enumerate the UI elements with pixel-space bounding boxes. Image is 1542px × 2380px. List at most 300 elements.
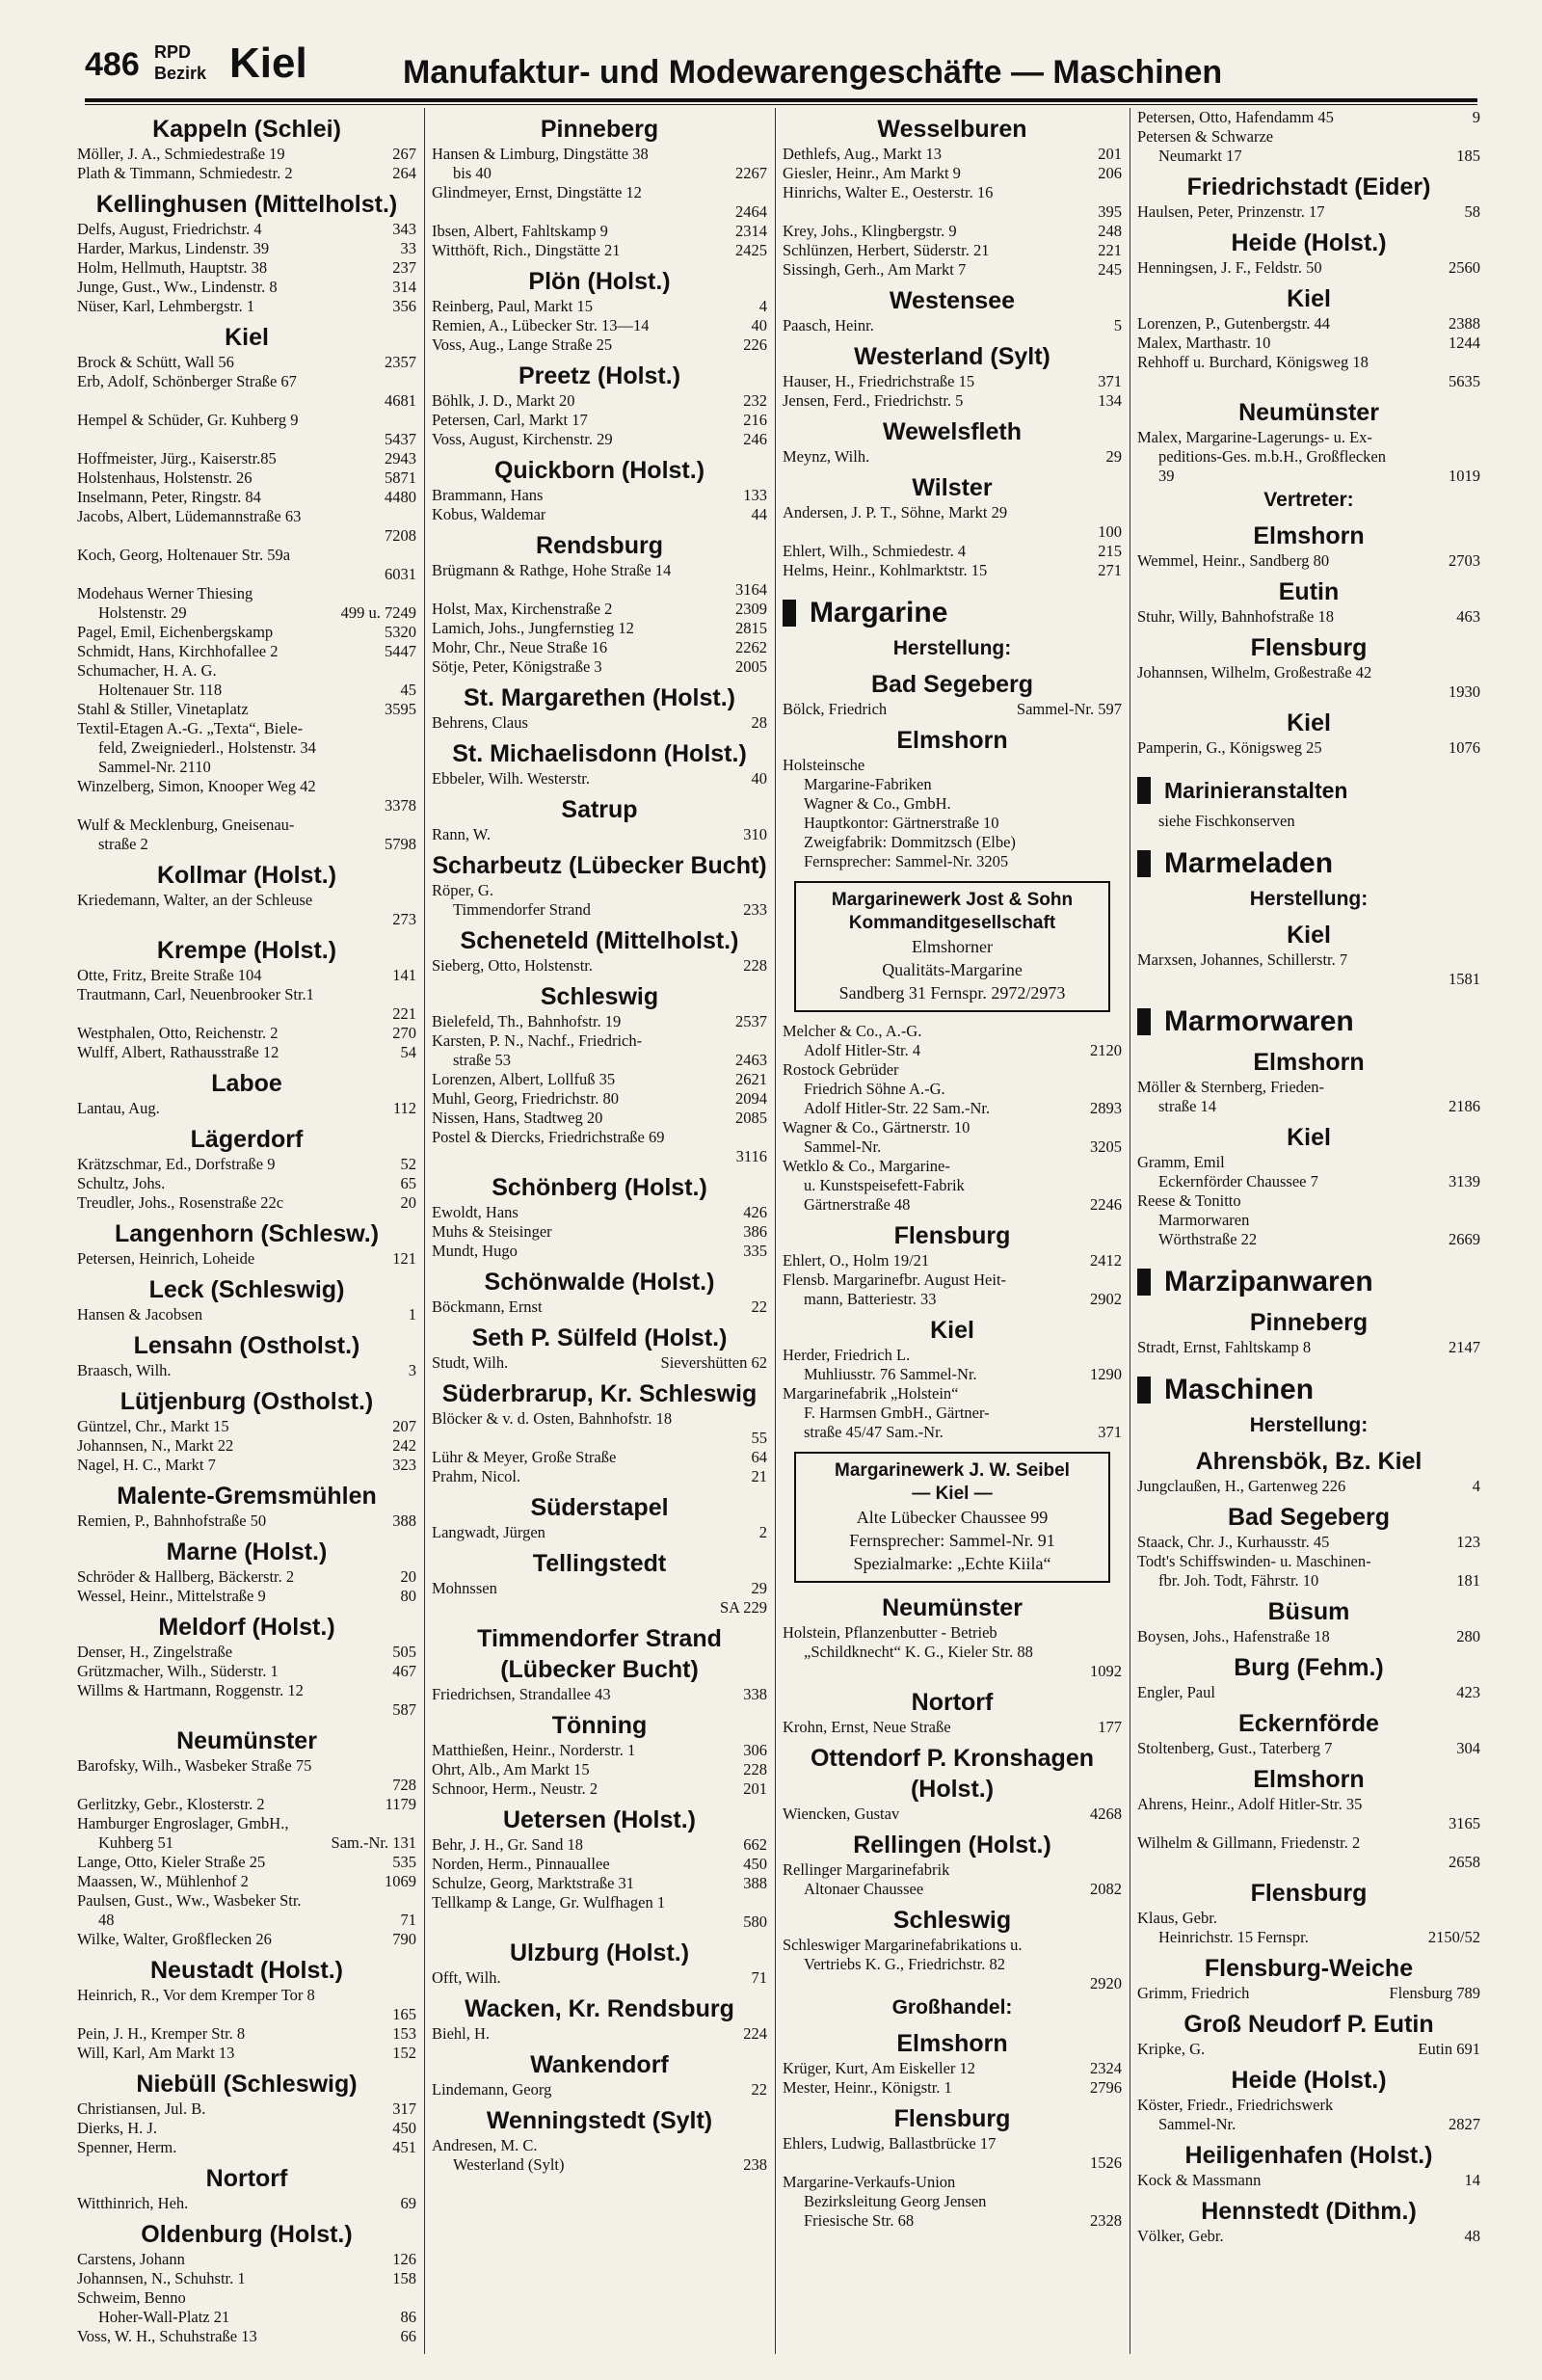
list-item-continuation [783, 852, 1122, 871]
entry-name: Stuhr, Willy, Bahnhofstraße 18 [1137, 607, 1334, 626]
entry-name: Böhlk, J. D., Markt 20 [432, 391, 575, 410]
entry-number: 310 [743, 825, 767, 843]
place-heading: Kiel [930, 1317, 974, 1344]
list-item [783, 2173, 1122, 2192]
advertisement-line: Sandberg 31 Fernspr. 2972/2973 [838, 983, 1066, 1003]
entry-name: Langwadt, Jürgen [432, 1523, 545, 1541]
entry-name: Petersen, Heinrich, Loheide [77, 1249, 255, 1268]
list-item [77, 1567, 416, 1587]
entry-name: Johannsen, N., Schuhstr. 1 [77, 2269, 246, 2287]
place-heading: Ulzburg (Holst.) [509, 1939, 690, 1966]
entry-name: Friedrichsen, Strandallee 43 [432, 1685, 611, 1703]
list-item-continuation [1137, 372, 1480, 391]
place-heading: Wenningstedt (Sylt) [486, 2107, 713, 2134]
list-item-continuation [77, 2308, 416, 2327]
entry-name: Grimm, Friedrich [1137, 1984, 1250, 2002]
entry-number [1116, 1157, 1122, 1176]
entry-name: Ehlers, Ludwig, Ballastbrücke 17 [783, 2134, 997, 2153]
list-item [77, 353, 416, 372]
entry-name: Petersen, Carl, Markt 17 [432, 411, 588, 429]
place-heading: Pinneberg [1249, 1309, 1369, 1336]
list-item [783, 561, 1122, 580]
entry-number: 5437 [385, 430, 416, 448]
list-item [77, 623, 416, 642]
list-item [77, 1986, 416, 2005]
entry-name: Güntzel, Chr., Markt 15 [77, 1417, 229, 1435]
place-heading: Nortorf [911, 1689, 994, 1716]
list-item [432, 1409, 767, 1429]
entry-number [1116, 2134, 1122, 2153]
entry-name: Behr, J. H., Gr. Sand 18 [432, 1835, 583, 1854]
entry-name: Rehhoff u. Burchard, Königsweg 18 [1137, 353, 1369, 371]
entry-name: Wagner & Co., GmbH. [804, 794, 951, 813]
entry-number: 5447 [385, 642, 416, 660]
entry-number [761, 145, 767, 164]
list-item [432, 600, 767, 619]
list-item [432, 1128, 767, 1147]
list-item [77, 507, 416, 526]
entry-number: 423 [1456, 1683, 1480, 1701]
entry-number: 2464 [735, 202, 767, 221]
list-item [432, 1741, 767, 1760]
list-item [432, 411, 767, 430]
place-heading: Kappeln (Schlei) [152, 116, 341, 143]
list-item [783, 372, 1122, 391]
list-item [77, 297, 416, 316]
list-item [77, 1756, 416, 1776]
section-marker-icon [783, 600, 796, 627]
entry-number: 207 [392, 1417, 416, 1435]
entry-name: Grützmacher, Wilh., Süderstr. 1 [77, 1662, 279, 1680]
entry-number: 371 [1098, 372, 1122, 390]
entry-name: Sissingh, Gerh., Am Markt 7 [783, 260, 967, 279]
entry-name: Remien, P., Bahnhofstraße 50 [77, 1511, 267, 1530]
entry-number: 1019 [1449, 467, 1480, 485]
place-heading: Malente-Gremsmühlen [117, 1483, 377, 1510]
entry-number: 2082 [1090, 1880, 1122, 1898]
entry-name: Willms & Hartmann, Roggenstr. 12 [77, 1681, 304, 1699]
entry-name: Neumarkt 17 [1158, 147, 1242, 165]
list-item [77, 891, 416, 910]
entry-name: Plath & Timmann, Schmiedestr. 2 [77, 164, 293, 182]
entry-number: 2 [758, 1523, 767, 1541]
entry-name: Voss, W. H., Schuhstraße 13 [77, 2327, 257, 2345]
list-item [1137, 1533, 1480, 1552]
entry-number: 29 [751, 1579, 767, 1597]
list-item [783, 1936, 1122, 1955]
place-heading: Quickborn (Holst.) [493, 457, 705, 484]
place-heading: Tellingstedt [532, 1550, 667, 1577]
list-item [77, 2194, 416, 2213]
entry-name: Wilhelm & Gillmann, Friedenstr. 2 [1137, 1833, 1361, 1852]
section-title: Maschinen [1164, 1374, 1315, 1405]
list-item-continuation [783, 1404, 1122, 1423]
entry-number: 2827 [1449, 2115, 1480, 2133]
list-item [77, 661, 416, 681]
place-heading: Leck (Schleswig) [148, 1276, 345, 1303]
entry-number [1475, 428, 1480, 447]
list-item [783, 756, 1122, 775]
entry-number: 5 [1113, 316, 1122, 334]
list-item-continuation [77, 1833, 416, 1853]
entry-name: feld, Zweigniederl., Holstenstr. 34 [98, 738, 316, 757]
subsection-heading: Vertreter: [1263, 489, 1354, 511]
list-item [432, 1297, 767, 1317]
entry-number [411, 1891, 416, 1911]
entry-number: 206 [1098, 164, 1122, 182]
entry-name: „Schildknecht“ K. G., Kieler Str. 88 [804, 1643, 1033, 1661]
list-item [432, 1353, 767, 1373]
place-heading: Bad Segeberg [870, 671, 1034, 698]
list-item-continuation [783, 1099, 1122, 1118]
entry-number [411, 2288, 416, 2308]
entry-name: Studt, Wilh. [432, 1353, 509, 1372]
entry-number: 54 [400, 1043, 416, 1061]
list-item [1137, 551, 1480, 571]
list-item [432, 1448, 767, 1467]
list-item [77, 1681, 416, 1700]
entry-number: 2658 [1449, 1853, 1480, 1871]
entry-name: Treudler, Johs., Rosenstraße 22c [77, 1193, 284, 1212]
entry-number [761, 183, 767, 202]
entry-number [1116, 503, 1122, 522]
entry-name: Reese & Tonitto [1137, 1191, 1241, 1210]
entry-number: 535 [392, 1853, 416, 1871]
list-item [1137, 663, 1480, 682]
entry-number: 3165 [1449, 1814, 1480, 1832]
list-item [783, 542, 1122, 561]
place-heading: Satrup [561, 796, 638, 823]
place-heading: Scheneteld (Mittelholst.) [460, 927, 739, 954]
entry-name: straße 45/47 Sam.-Nr. [804, 1423, 944, 1441]
entry-number: 2815 [735, 619, 767, 637]
entry-name: Engler, Paul [1137, 1683, 1215, 1701]
list-item [1137, 607, 1480, 627]
entry-name: Wagner & Co., Gärtnerstr. 10 [783, 1118, 970, 1137]
entry-name: Möller, J. A., Schmiedestraße 19 [77, 145, 285, 163]
place-heading: Laboe [211, 1070, 282, 1097]
list-item-continuation [77, 391, 416, 411]
entry-name: Rann, W. [432, 825, 491, 843]
entry-number: 80 [400, 1587, 416, 1605]
entry-name: Jacobs, Albert, Lüdemannstraße 63 [77, 507, 302, 525]
entry-name: straße 2 [98, 835, 148, 853]
entry-name: Gerlitzky, Gebr., Klosterstr. 2 [77, 1795, 265, 1813]
entry-name: Biehl, H. [432, 2024, 491, 2043]
advertisement-line: Qualitäts-Margarine [882, 960, 1023, 979]
entry-name: Adolf Hitler-Str. 22 Sam.-Nr. [804, 1099, 991, 1117]
list-item-continuation [783, 202, 1122, 222]
list-item [783, 391, 1122, 411]
list-item [1137, 353, 1480, 372]
list-item-continuation [783, 2192, 1122, 2211]
list-item [77, 1417, 416, 1436]
entry-number: 123 [1456, 1533, 1480, 1551]
place-heading: Langenhorn (Schlesw.) [114, 1220, 380, 1247]
entry-name: Altonaer Chaussee [804, 1880, 924, 1898]
entry-name: Malex, Marthastr. 10 [1137, 334, 1271, 352]
entry-number: 246 [743, 430, 767, 448]
list-item [77, 372, 416, 391]
entry-number: 2357 [385, 353, 416, 371]
entry-name: Mohnssen [432, 1579, 497, 1597]
entry-number [411, 1814, 416, 1833]
list-item [783, 145, 1122, 164]
list-item [1137, 1833, 1480, 1853]
entry-name: u. Kunstspeisefett-Fabrik [804, 1176, 965, 1194]
entry-number: 158 [392, 2269, 416, 2287]
entry-number: 580 [743, 1912, 767, 1931]
place-heading: Timmendorfer Strand (Lübecker Bucht) [477, 1625, 722, 1683]
column-divider [775, 108, 776, 2354]
list-item [432, 241, 767, 260]
entry-name: Andresen, M. C. [432, 2136, 538, 2154]
entry-name: Carstens, Johann [77, 2250, 185, 2268]
list-item [432, 2024, 767, 2044]
list-item [432, 1109, 767, 1128]
place-heading: Neumünster [882, 1594, 1023, 1621]
place-heading: Ottendorf P. Kronshagen (Holst.) [810, 1745, 1094, 1803]
list-item [1137, 1477, 1480, 1496]
place-heading: Lütjenburg (Ostholst.) [120, 1388, 374, 1415]
list-item-continuation [783, 1955, 1122, 1974]
list-item [432, 486, 767, 505]
entry-number: 270 [392, 1024, 416, 1042]
entry-number: 245 [1098, 260, 1122, 279]
place-heading: Heiligenhafen (Holst.) [1184, 2142, 1433, 2169]
entry-number: 66 [400, 2327, 416, 2345]
entry-number: 728 [392, 1776, 416, 1794]
entry-number: 215 [1098, 542, 1122, 560]
entry-name: Brock & Schütt, Wall 56 [77, 353, 234, 371]
entry-name: Dierks, H. J. [77, 2119, 157, 2137]
entry-name: Nagel, H. C., Markt 7 [77, 1456, 216, 1474]
section-heading [1137, 1371, 1480, 1409]
list-item [432, 657, 767, 677]
list-item [77, 1436, 416, 1456]
entry-number: 1069 [385, 1872, 416, 1890]
entry-name: peditions-Ges. m.b.H., Großflecken [1158, 447, 1386, 466]
list-item-continuation [77, 835, 416, 854]
entry-number: 587 [392, 1700, 416, 1719]
list-item-continuation [1137, 467, 1480, 486]
entry-number: 4268 [1090, 1805, 1122, 1823]
advertisement-line: Alte Lübecker Chaussee 99 [856, 1508, 1049, 1527]
list-item-continuation [1137, 812, 1480, 831]
entry-name: Paulsen, Gust., Ww., Wasbeker Str. [77, 1891, 302, 1910]
entry-number: 177 [1098, 1718, 1122, 1736]
list-item [77, 488, 416, 507]
entry-name: Gärtnerstraße 48 [804, 1195, 911, 1214]
entry-name: Offt, Wilh. [432, 1968, 501, 1987]
entry-number [761, 1409, 767, 1429]
subsection-heading: Großhandel: [891, 1996, 1013, 2019]
list-item [77, 1361, 416, 1380]
entry-number [1116, 1060, 1122, 1080]
list-item [432, 825, 767, 844]
place-heading: Nortorf [205, 2165, 288, 2192]
place-heading: Rendsburg [536, 532, 663, 559]
list-item [432, 1070, 767, 1089]
entry-name: Paasch, Heinr. [783, 316, 874, 334]
list-item-continuation [783, 1137, 1122, 1157]
list-item [432, 222, 767, 241]
section-heading [1137, 1263, 1480, 1301]
entry-number [1475, 1153, 1480, 1172]
entry-number: 267 [392, 145, 416, 163]
entry-number: 2186 [1449, 1097, 1480, 1115]
entry-name: Schröder & Hallberg, Bäckerstr. 2 [77, 1567, 295, 1586]
entry-name: Marmorwaren [1158, 1211, 1250, 1229]
entry-number: 388 [392, 1511, 416, 1530]
entry-name: Petersen, Otto, Hafendamm 45 [1137, 108, 1334, 126]
entry-number: 22 [751, 1297, 767, 1316]
entry-number: 2412 [1090, 1251, 1122, 1270]
entry-name: Nissen, Hans, Stadtweg 20 [432, 1109, 603, 1127]
header-rule [85, 98, 1477, 102]
place-heading: Büsum [1267, 1598, 1350, 1625]
entry-name: Delfs, August, Friedrichstr. 4 [77, 220, 262, 238]
place-heading: Süderbrarup, Kr. Schleswig [441, 1380, 758, 1407]
entry-name: Helms, Heinr., Kohlmarktstr. 15 [783, 561, 988, 579]
place-heading: Preetz (Holst.) [518, 362, 681, 389]
entry-number: 14 [1464, 2171, 1480, 2189]
entry-name: Ewoldt, Hans [432, 1203, 518, 1221]
entry-name: Gramm, Emil [1137, 1153, 1225, 1171]
list-item-continuation [432, 202, 767, 222]
list-item-continuation [783, 1365, 1122, 1384]
entry-name: Wilke, Walter, Großflecken 26 [77, 1930, 272, 1948]
entry-name: Norden, Herm., Pinnauallee [432, 1855, 610, 1873]
entry-number: 58 [1464, 202, 1480, 221]
entry-name: Ibsen, Albert, Fahltskamp 9 [432, 222, 608, 240]
list-item-continuation [432, 164, 767, 183]
entry-number: 264 [392, 164, 416, 182]
entry-name: Blöcker & v. d. Osten, Bahnhofstr. 18 [432, 1409, 673, 1428]
entry-name: Matthießen, Heinr., Norderstr. 1 [432, 1741, 636, 1759]
entry-number [761, 1031, 767, 1051]
entry-name: Krüger, Kurt, Am Eiskeller 12 [783, 2059, 976, 2077]
entry-number: 317 [392, 2099, 416, 2118]
entry-number: 86 [400, 2308, 416, 2326]
list-item [432, 1968, 767, 1988]
entry-name: Andersen, J. P. T., Söhne, Markt 29 [783, 503, 1008, 521]
entry-name: Erb, Adolf, Schönberger Straße 67 [77, 372, 297, 390]
entry-number: 3116 [735, 1147, 767, 1165]
entry-name: Wemmel, Heinr., Sandberg 80 [1137, 551, 1330, 570]
list-item [77, 1662, 416, 1681]
list-item-continuation [783, 2153, 1122, 2173]
entry-number: 121 [392, 1249, 416, 1268]
list-item [77, 1853, 416, 1872]
list-item [1137, 2227, 1480, 2246]
entry-name: Johannsen, N., Markt 22 [77, 1436, 234, 1455]
entry-number: 29 [1105, 447, 1122, 466]
list-item-continuation [432, 1147, 767, 1166]
place-heading: Kiel [225, 324, 269, 351]
list-item [432, 1467, 767, 1486]
entry-number: 224 [743, 2024, 767, 2043]
section-marker-icon [1137, 1008, 1151, 1035]
column-divider [424, 108, 425, 2354]
entry-number: 323 [392, 1456, 416, 1474]
entry-name: Hamburger Engroslager, GmbH., [77, 1814, 289, 1832]
entry-name: Röper, G. [432, 881, 493, 899]
place-heading: Wankendorf [530, 2051, 669, 2078]
place-heading: Kollmar (Holst.) [156, 862, 337, 889]
list-item [77, 1099, 416, 1118]
place-heading: Tönning [551, 1712, 648, 1739]
entry-name: Ohrt, Alb., Am Markt 15 [432, 1760, 590, 1778]
entry-number: 112 [392, 1099, 416, 1117]
list-item [77, 468, 416, 488]
list-item-continuation [77, 1776, 416, 1795]
entry-number: 3164 [735, 580, 767, 599]
entry-name: Modehaus Werner Thiesing [77, 584, 253, 602]
entry-number: 21 [751, 1467, 767, 1485]
entry-name: Hoffmeister, Jürg., Kaiserstr.85 [77, 449, 277, 468]
entry-number [1116, 1022, 1122, 1041]
entry-number: 226 [743, 335, 767, 354]
list-item [77, 1587, 416, 1606]
entry-name: 48 [98, 1911, 115, 1929]
list-item [77, 2099, 416, 2119]
entry-number: 100 [1098, 522, 1122, 541]
entry-name: Hempel & Schüder, Gr. Kuhberg 9 [77, 411, 299, 429]
place-heading: Lensahn (Ostholst.) [133, 1332, 360, 1359]
list-item-continuation [1137, 1928, 1480, 1947]
place-heading: Schleswig [540, 983, 659, 1010]
list-item-continuation [783, 794, 1122, 814]
entry-number [1475, 1078, 1480, 1097]
entry-number [1475, 663, 1480, 682]
list-item [783, 222, 1122, 241]
list-item-continuation [783, 775, 1122, 794]
entry-number: 45 [400, 681, 416, 699]
entry-number [411, 661, 416, 681]
list-item-continuation [783, 1195, 1122, 1215]
entry-number: 20 [400, 1193, 416, 1212]
entry-number: 216 [743, 411, 767, 429]
entry-name: Ehlert, Wilh., Schmiedestr. 4 [783, 542, 967, 560]
entry-name: Malex, Margarine-Lagerungs- u. Ex- [1137, 428, 1372, 446]
entry-name: straße 53 [453, 1051, 512, 1069]
entry-name: Kock & Massmann [1137, 2171, 1262, 2189]
list-item-continuation [783, 1041, 1122, 1060]
list-item [1137, 127, 1480, 147]
list-item [1137, 1739, 1480, 1758]
place-heading: Burg (Fehm.) [1234, 1654, 1384, 1681]
entry-number: 7208 [385, 526, 416, 545]
entry-number: 2262 [735, 638, 767, 656]
entry-name: Staack, Chr. J., Kurhausstr. 45 [1137, 1533, 1330, 1551]
list-item-continuation [432, 1429, 767, 1448]
entry-name: Boysen, Johs., Hafenstraße 18 [1137, 1627, 1330, 1645]
entry-number: 1244 [1449, 334, 1480, 352]
list-item [1137, 428, 1480, 447]
list-item [77, 1456, 416, 1475]
entry-number: 3595 [385, 700, 416, 718]
entry-number: 2920 [1090, 1974, 1122, 1992]
entry-name: Schweim, Benno [77, 2288, 186, 2307]
entry-name: Hansen & Limburg, Dingstätte 38 [432, 145, 649, 163]
entry-number: 248 [1098, 222, 1122, 240]
entry-name: Holstenstr. 29 [98, 603, 187, 622]
list-item-continuation [77, 796, 416, 816]
entry-number: 6031 [385, 565, 416, 583]
entry-number: 2150/52 [1427, 1928, 1480, 1946]
list-item [432, 561, 767, 580]
